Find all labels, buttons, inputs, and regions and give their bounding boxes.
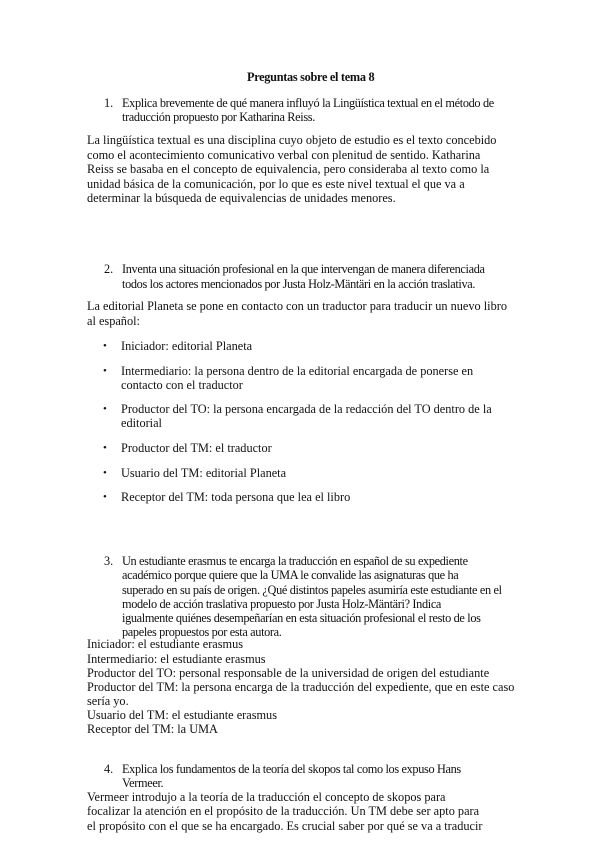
question-3-line: igualmente quiénes desempeñarían en esta situación profesional el resto de los xyxy=(122,611,481,625)
question-1-number: 1. xyxy=(104,96,114,110)
answer-1-line: La lingüística textual es una disciplina cuyo objeto de estudio es el texto concebido xyxy=(87,133,497,147)
bullet-icon: • xyxy=(103,340,107,352)
list-item-continuation: editorial xyxy=(121,416,162,430)
answer-1-line: unidad básica de la comunicación, por lo que es este nivel textual el que va a xyxy=(87,177,465,191)
question-1-line: traducción propuesto por Katharina Reiss. xyxy=(122,110,315,124)
list-item: Intermediario: la persona dentro de la editorial encargada de ponerse en xyxy=(121,364,474,378)
answer-4-line: Vermeer introdujo a la teoría de la traducción el concepto de skopos para xyxy=(87,790,446,804)
answer-3-line: Productor del TM: la persona encarga de la traducción del expediente, que en este caso xyxy=(87,680,515,694)
bullet-icon: • xyxy=(103,403,107,415)
page-title: Preguntas sobre el tema 8 xyxy=(247,70,375,84)
list-item-continuation: contacto con el traductor xyxy=(121,378,243,392)
answer-3-line: Usuario del TM: el estudiante erasmus xyxy=(87,708,277,722)
list-item: Productor del TO: la persona encargada de la redacción del TO dentro de la xyxy=(121,402,492,416)
answer-3-line: sería yo. xyxy=(87,694,129,708)
answer-3-line: Intermediario: el estudiante erasmus xyxy=(87,652,266,666)
bullet-icon: • xyxy=(103,442,107,454)
answer-1-line: determinar la búsqueda de equivalencias de unidades menores. xyxy=(87,191,396,205)
question-4-line: Explica los fundamentos de la teoría del skopos tal como los expuso Hans xyxy=(122,762,461,776)
bullet-icon: • xyxy=(103,365,107,377)
question-2-line: todos los actores mencionados por Justa Holz-Mäntäri en la acción traslativa. xyxy=(122,277,476,291)
question-2-number: 2. xyxy=(104,262,114,276)
list-item: Receptor del TM: toda persona que lea el libro xyxy=(121,490,351,504)
question-4-line: Vermeer. xyxy=(122,776,164,790)
question-3-line: Un estudiante erasmus te encarga la traducción en español de su expediente xyxy=(122,554,468,568)
list-item: Usuario del TM: editorial Planeta xyxy=(121,466,287,480)
answer-3-line: Receptor del TM: la UMA xyxy=(87,722,218,736)
question-3-line: superado en su país de origen. ¿Qué distintos papeles asumiría este estudiante en el xyxy=(122,583,502,597)
answer-3-line: Productor del TO: personal responsable de la universidad de origen del estudiante xyxy=(87,666,490,680)
question-2-line: Inventa una situación profesional en la que intervengan de manera diferenciada xyxy=(122,262,485,276)
list-item: Iniciador: editorial Planeta xyxy=(121,339,253,353)
answer-4-line: focalizar la atención en el propósito de la traducción. Un TM debe ser apto para xyxy=(87,804,480,818)
answer-3-line: Iniciador: el estudiante erasmus xyxy=(87,637,244,651)
answer-1-line: como el acontecimiento comunicativo verbal con plenitud de sentido. Katharina xyxy=(87,148,481,162)
answer-2-line: La editorial Planeta se pone en contacto con un traductor para traducir un nuevo libro xyxy=(87,299,507,313)
question-3-number: 3. xyxy=(104,554,114,568)
question-3-line: modelo de acción traslativa propuesto por Justa Holz-Mäntäri? Indica xyxy=(122,597,442,611)
question-3-line: papeles propuestos por esta autora. xyxy=(122,625,282,639)
answer-1-line: Reiss se basaba en el concepto de equivalencia, pero consideraba al texto como la xyxy=(87,162,490,176)
question-1-line: Explica brevemente de qué manera influyó la Lingüística textual en el método de xyxy=(122,96,494,110)
question-4-number: 4. xyxy=(104,762,114,776)
bullet-icon: • xyxy=(103,467,107,479)
question-3-line: académico porque quiere que la UMA le convalide las asignaturas que ha xyxy=(122,568,459,582)
list-item: Productor del TM: el traductor xyxy=(121,441,272,455)
answer-2-line: al español: xyxy=(87,314,140,328)
answer-4-line: el propósito con el que se ha encargado. Es crucial saber por qué se va a traducir xyxy=(87,819,483,833)
bullet-icon: • xyxy=(103,491,107,503)
